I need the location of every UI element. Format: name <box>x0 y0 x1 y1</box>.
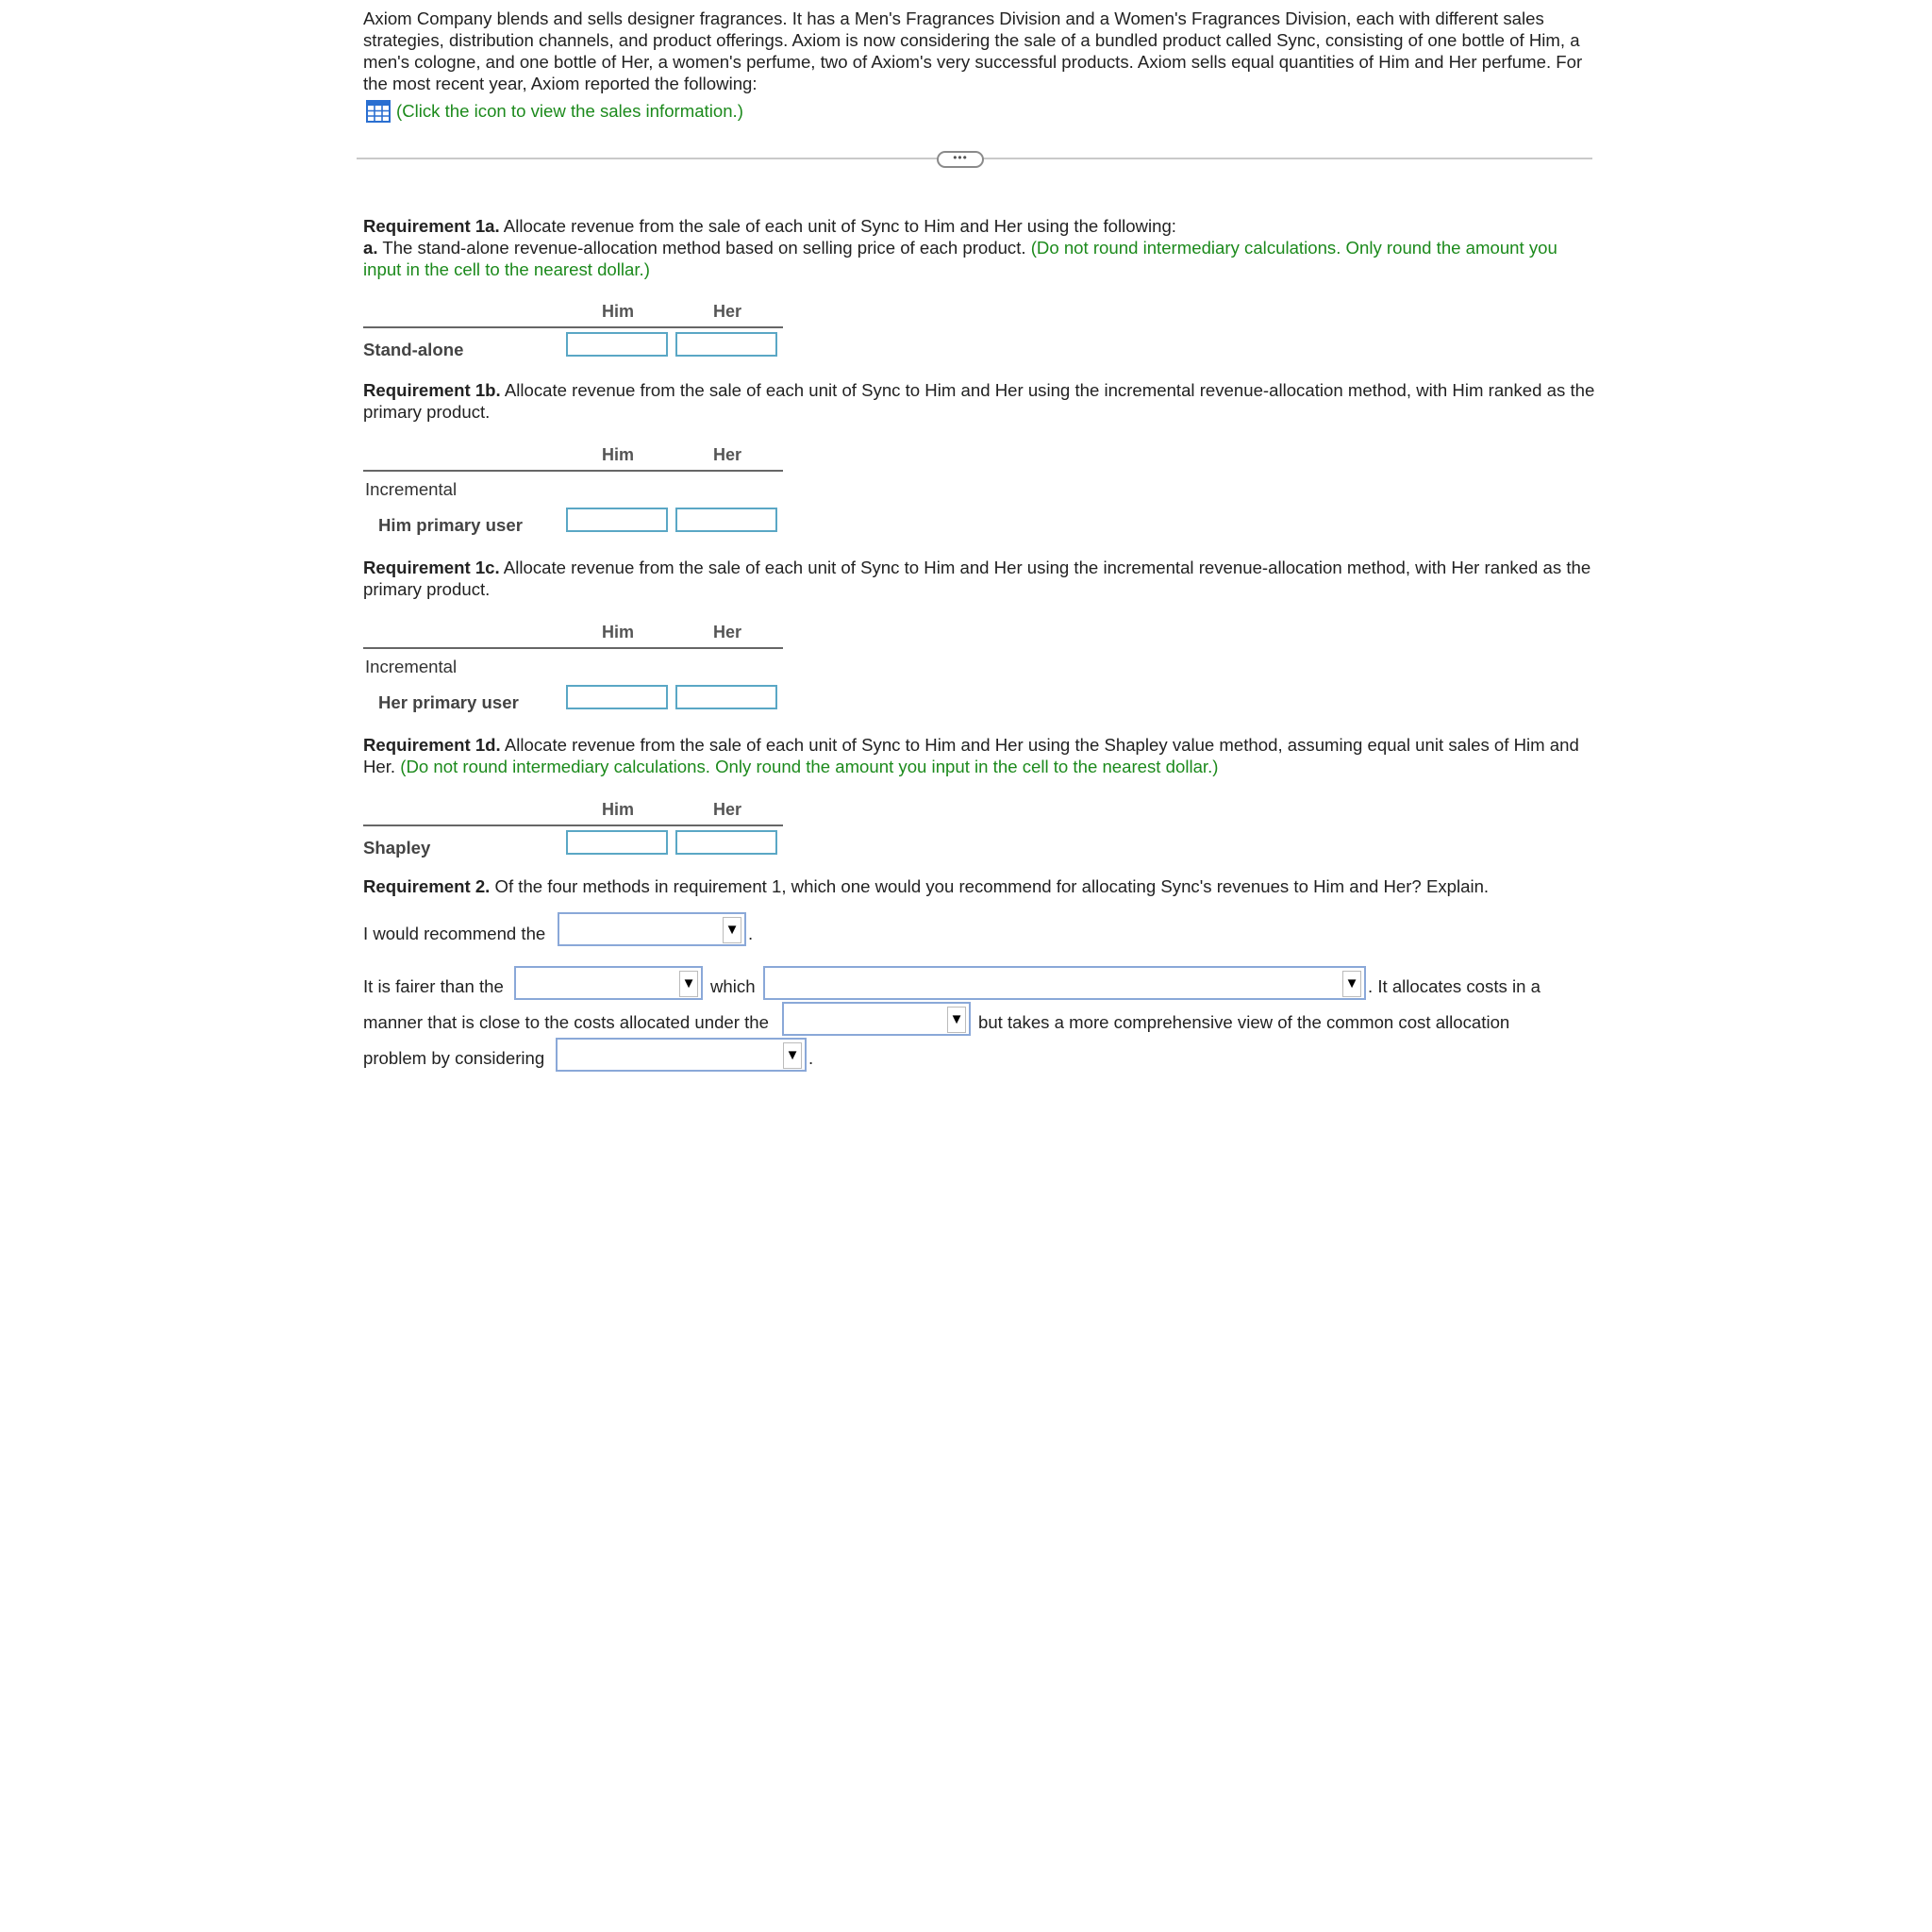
shapley-him-input[interactable] <box>566 830 668 855</box>
stand-alone-her-input[interactable] <box>675 332 777 357</box>
row-label-him-primary-user: Him primary user <box>378 515 523 535</box>
sentence-4-suffix: . <box>808 1048 814 1068</box>
sentence-4-prefix: problem by considering <box>363 1048 545 1068</box>
him-primary-him-input[interactable] <box>566 508 668 532</box>
by-considering-dropdown[interactable] <box>556 1038 807 1072</box>
col-header-her: Her <box>713 623 742 641</box>
col-header-him: Him <box>602 800 635 819</box>
table-header-rule <box>363 326 783 328</box>
chevron-down-icon[interactable]: ▼ <box>679 971 698 997</box>
table-grid-icon[interactable] <box>366 100 391 123</box>
col-header-him: Him <box>602 445 635 464</box>
sales-info-link[interactable] <box>366 100 743 123</box>
table-header-rule <box>363 824 783 826</box>
stand-alone-him-input[interactable] <box>566 332 668 357</box>
req-1a-title: Requirement 1a. <box>363 216 500 236</box>
chevron-down-icon[interactable]: ▼ <box>783 1042 802 1069</box>
req-1b-body: Allocate revenue from the sale of each unit of Sync to Him and Her using the incremental revenue-allocation method, with Him ranked as the primary product. <box>363 380 1595 422</box>
table-header-rule <box>363 470 783 472</box>
req-1a-sub-label: a. <box>363 238 378 258</box>
sales-info-link-text[interactable]: (Click the icon to view the sales information.) <box>396 101 743 121</box>
shapley-her-input[interactable] <box>675 830 777 855</box>
req-1c-body: Allocate revenue from the sale of each unit of Sync to Him and Her using the incremental revenue-allocation method, with Her ranked as the primary product. <box>363 558 1591 599</box>
req-1d-note: (Do not round intermediary calculations. Only round the amount you input in the cell to the nearest dollar.) <box>400 757 1219 776</box>
req-1d-title: Requirement 1d. <box>363 735 501 755</box>
req-2-title: Requirement 2. <box>363 876 491 896</box>
chevron-down-icon[interactable]: ▼ <box>1342 971 1361 997</box>
sentence-1-suffix: . <box>748 924 754 943</box>
row-group-incremental: Incremental <box>365 479 458 499</box>
sentence-1-prefix: I would recommend the <box>363 924 546 943</box>
chevron-down-icon[interactable]: ▼ <box>723 917 741 943</box>
her-primary-him-input[interactable] <box>566 685 668 709</box>
row-group-incremental: Incremental <box>365 657 458 676</box>
req-1c-text <box>363 557 1599 600</box>
col-header-her: Her <box>713 800 742 819</box>
her-primary-her-input[interactable] <box>675 685 777 709</box>
req-1b-text <box>363 379 1599 423</box>
sentence-3-suffix: but takes a more comprehensive view of the common cost allocation <box>978 1012 1510 1032</box>
table-header-rule <box>363 647 783 649</box>
req-1a-note: (Do not round intermediary calculations. Only round the amount you input in the cell to the nearest dollar.) <box>363 238 1557 279</box>
him-primary-her-input[interactable] <box>675 508 777 532</box>
row-label-stand-alone: Stand-alone <box>363 340 464 359</box>
req-1d-body: Allocate revenue from the sale of each unit of Sync to Him and Her using the Shapley value method, assuming equal unit sales of Him and Her. <box>363 735 1579 776</box>
req-2-body: Of the four methods in requirement 1, which one would you recommend for allocating Sync's revenues to Him and Her? Explain. <box>490 876 1490 896</box>
req-2-text <box>363 875 1599 897</box>
req-1a-text <box>363 215 1599 280</box>
which-explanation-dropdown[interactable] <box>763 966 1366 1000</box>
req-1a-body: Allocate revenue from the sale of each unit of Sync to Him and Her using the following: <box>499 216 1176 236</box>
req-1a-sub-text: The stand-alone revenue-allocation method based on selling price of each product. <box>377 238 1031 258</box>
req-1b-title: Requirement 1b. <box>363 380 501 400</box>
row-label-her-primary-user: Her primary user <box>378 692 519 712</box>
row-label-shapley: Shapley <box>363 838 431 858</box>
expand-more-button[interactable]: ••• <box>937 151 984 168</box>
chevron-down-icon[interactable]: ▼ <box>947 1007 966 1033</box>
col-header-him: Him <box>602 623 635 641</box>
req-1d-text <box>363 734 1599 777</box>
sentence-2-which: which <box>710 976 756 996</box>
req-1c-title: Requirement 1c. <box>363 558 500 577</box>
sentence-2-suffix: . It allocates costs in a <box>1368 976 1541 996</box>
recommend-method-dropdown[interactable] <box>558 912 746 946</box>
col-header-him: Him <box>602 302 635 321</box>
sentence-2-prefix: It is fairer than the <box>363 976 504 996</box>
col-header-her: Her <box>713 445 742 464</box>
col-header-her: Her <box>713 302 742 321</box>
problem-intro: Axiom Company blends and sells designer fragrances. It has a Men's Fragrances Division and a Women's Fragrances Division, each with different sales strategies, distribution channels, and product offerings. Axiom is now considering the sale of a bundled product called Sync, consisting of one bottle of Him, a men's cologne, and one bottle of Her, a women's perfume, two of Axiom's very successful products. Axiom sells equal quantities of Him and Her perfume. For the most recent year, Axiom reported the following: <box>363 8 1583 93</box>
costs-allocated-under-dropdown[interactable] <box>782 1002 971 1036</box>
sentence-3-prefix: manner that is close to the costs allocated under the <box>363 1012 769 1032</box>
fairer-than-dropdown[interactable] <box>514 966 703 1000</box>
